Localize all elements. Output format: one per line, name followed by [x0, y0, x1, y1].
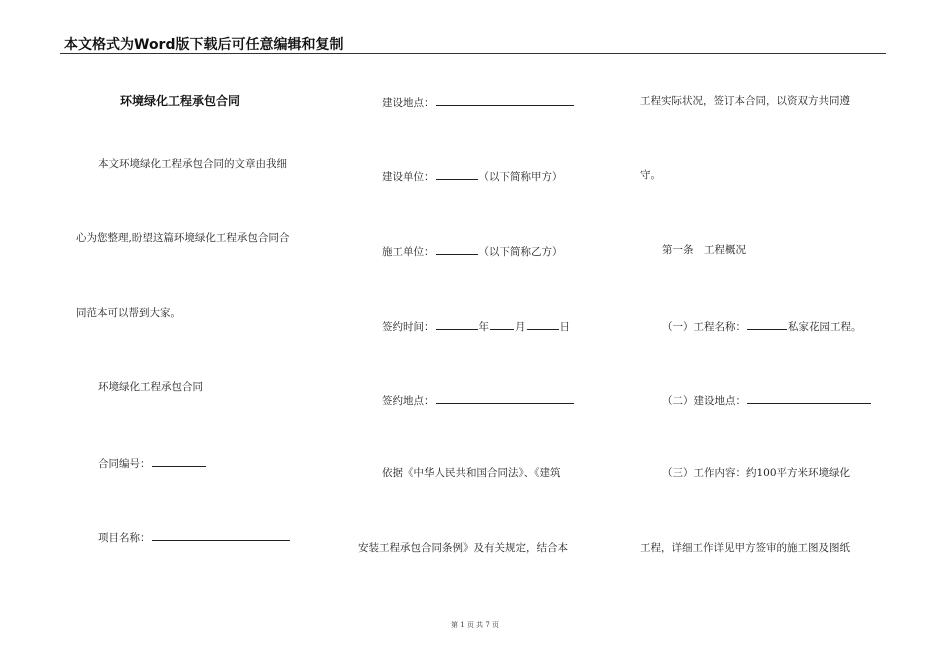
item-1-label: （一）工程名称： — [662, 321, 746, 333]
agreement-line-2: 守。 — [640, 169, 661, 181]
intro-line-2: 心为您整理,盼望这篇环境绿化工程承包合同合 — [76, 232, 290, 244]
sign-place-blank — [436, 392, 574, 404]
site-row — [382, 94, 575, 110]
sign-place-row — [382, 392, 575, 408]
sign-date-row — [382, 318, 570, 334]
document-title: 环境绿化工程承包合同 — [120, 94, 241, 108]
page-header: 本文格式为Word版下载后可任意编辑和复制 — [64, 37, 344, 53]
contract-number-blank — [152, 455, 206, 467]
day-blank — [527, 318, 559, 330]
intro-line-1: 本文环境绿化工程承包合同的文章由我细 — [98, 158, 287, 170]
contract-number-label: 合同编号： — [98, 458, 151, 470]
sign-place-label: 签约地点： — [382, 395, 435, 407]
item-2-blank — [747, 392, 871, 404]
agreement-line-1: 工程实际状况，签订本合同，以资双方共同遵 — [640, 95, 850, 107]
article-1-heading: 第一条 工程概况 — [662, 244, 746, 256]
item-2-label: （二）建设地点： — [662, 395, 746, 407]
contractor-label: 施工单位： — [382, 246, 435, 258]
project-name-label: 项目名称： — [98, 532, 151, 544]
project-name-row — [98, 529, 291, 545]
site-label: 建设地点： — [382, 97, 435, 109]
header-divider — [60, 53, 886, 54]
item-1-blank — [747, 318, 787, 330]
project-name-blank — [152, 529, 290, 541]
item-3-line: （三）工作内容：约100平方米环境绿化 — [662, 467, 851, 479]
sign-date-label: 签约时间： — [382, 321, 435, 333]
item-3-continuation: 工程，详细工作详见甲方签审的施工图及图纸 — [640, 542, 850, 554]
month-blank — [490, 318, 514, 330]
contract-title: 环境绿化工程承包合同 — [98, 381, 203, 393]
owner-row — [382, 168, 563, 184]
owner-suffix: （以下简称甲方） — [478, 171, 563, 183]
basis-line-1: 依据《中华人民共和国合同法》、《建筑 — [382, 467, 561, 479]
basis-line-2: 安装工程承包合同条例》及有关规定，结合本 — [358, 542, 568, 554]
item-2-row — [662, 392, 872, 408]
intro-line-3: 同范本可以帮到大家。 — [76, 307, 181, 319]
year-blank — [436, 318, 478, 330]
month-label: 月 — [515, 321, 526, 333]
contract-number-row — [98, 455, 207, 471]
page-number: 第 1 页 共 7 页 — [450, 621, 500, 629]
contractor-row — [382, 243, 563, 259]
site-blank — [436, 94, 574, 106]
day-label: 日 — [559, 321, 570, 333]
contractor-suffix: （以下简称乙方） — [478, 246, 563, 258]
owner-label: 建设单位： — [382, 171, 435, 183]
contractor-blank — [436, 243, 478, 255]
item-1-suffix: 私家花园工程。 — [788, 321, 862, 333]
owner-blank — [436, 168, 478, 180]
year-label: 年 — [478, 321, 489, 333]
item-1-row — [662, 318, 862, 334]
